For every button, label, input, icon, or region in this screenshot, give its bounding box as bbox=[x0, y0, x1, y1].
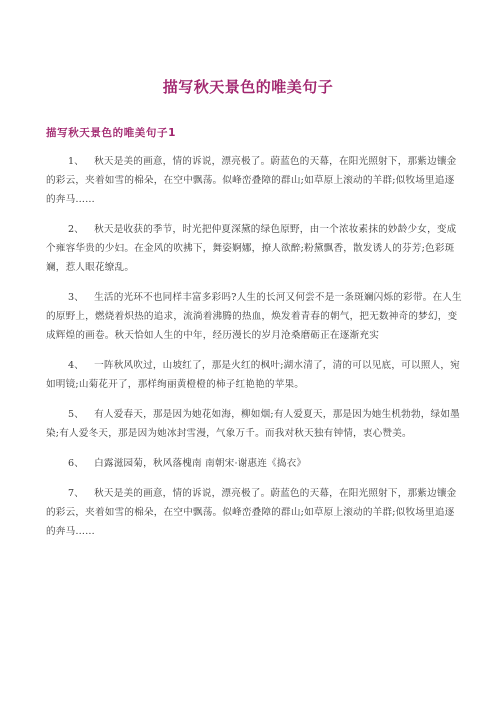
paragraph-number: 2、 bbox=[68, 224, 85, 235]
paragraph-number: 4、 bbox=[68, 360, 85, 371]
page-title: 描写秋天景色的唯美句子 bbox=[162, 78, 334, 96]
paragraph-text: 秋天是美的画意，情的诉说，漂亮极了。蔚蓝色的天幕，在阳光照射下，那紫边镶金的彩云，夹着如雪的棉朵，在空中飘荡。似峰峦叠障的群山;如草原上滚动的羊群;似牧场里追逐的奔马…… bbox=[46, 488, 457, 537]
paragraph-text: 秋天是收获的季节，时光把仲夏深黛的绿色原野，由一个浓妆素抹的妙龄少女，变成个雍容华贵的少妇。在金风的吹拂下，舞姿婀娜，撩人欲醉;粉黛飘香，散发诱人的芬芳;色彩斑斓，惹人眼花缭乱。 bbox=[46, 224, 457, 273]
paragraph-7 bbox=[46, 484, 462, 541]
paragraph-4 bbox=[46, 356, 462, 394]
paragraph-text: 白露滋园菊，秋风落槐南 南朝宋·谢惠连《捣衣》 bbox=[94, 458, 307, 469]
paragraph-number: 5、 bbox=[68, 409, 85, 420]
paragraph-3 bbox=[46, 288, 462, 345]
paragraph-1 bbox=[46, 152, 462, 209]
paragraph-text: 秋天是美的画意，情的诉说，漂亮极了。蔚蓝色的天幕，在阳光照射下，那紫边镶金的彩云，夹着如雪的棉朵，在空中飘荡。似峰峦叠障的群山;如草原上滚动的羊群;似牧场里追逐的奔马…… bbox=[46, 156, 457, 205]
section-heading: 描写秋天景色的唯美句子1 bbox=[46, 127, 177, 139]
paragraph-2 bbox=[46, 220, 462, 277]
paragraph-text: 生活的光环不也同样丰富多彩吗?人生的长河又何尝不是一条斑斓闪烁的彩带。在人生的原野上，燃烧着炽热的追求，流淌着沸腾的热血，焕发着青春的朝气，把无数神奇的梦幻，变成辉煌的画卷。秋天恰如人生的中年，经历漫长的岁月沧桑磨砺正在逐渐充实 bbox=[46, 292, 462, 341]
paragraph-5 bbox=[46, 405, 462, 443]
paragraph-6 bbox=[46, 454, 462, 473]
paragraph-text: 有人爱春天，那是因为她花如海，柳如烟;有人爱夏天，那是因为她生机勃勃，绿如墨染;有人爱冬天，那是因为她冰封雪漫，气象万千。而我对秋天独有钟情，衷心赞美。 bbox=[46, 409, 460, 439]
paragraph-number: 7、 bbox=[68, 488, 85, 499]
paragraph-list bbox=[46, 152, 462, 552]
paragraph-text: 一阵秋风吹过，山坡红了，那是火红的枫叶;湖水清了，清的可以见底，可以照人，宛如明镜;山菊花开了，那样绚丽黄橙橙的柿子红艳艳的苹果。 bbox=[46, 360, 460, 390]
paragraph-number: 1、 bbox=[68, 156, 85, 167]
paragraph-number: 6、 bbox=[68, 458, 85, 469]
paragraph-number: 3、 bbox=[68, 292, 85, 303]
